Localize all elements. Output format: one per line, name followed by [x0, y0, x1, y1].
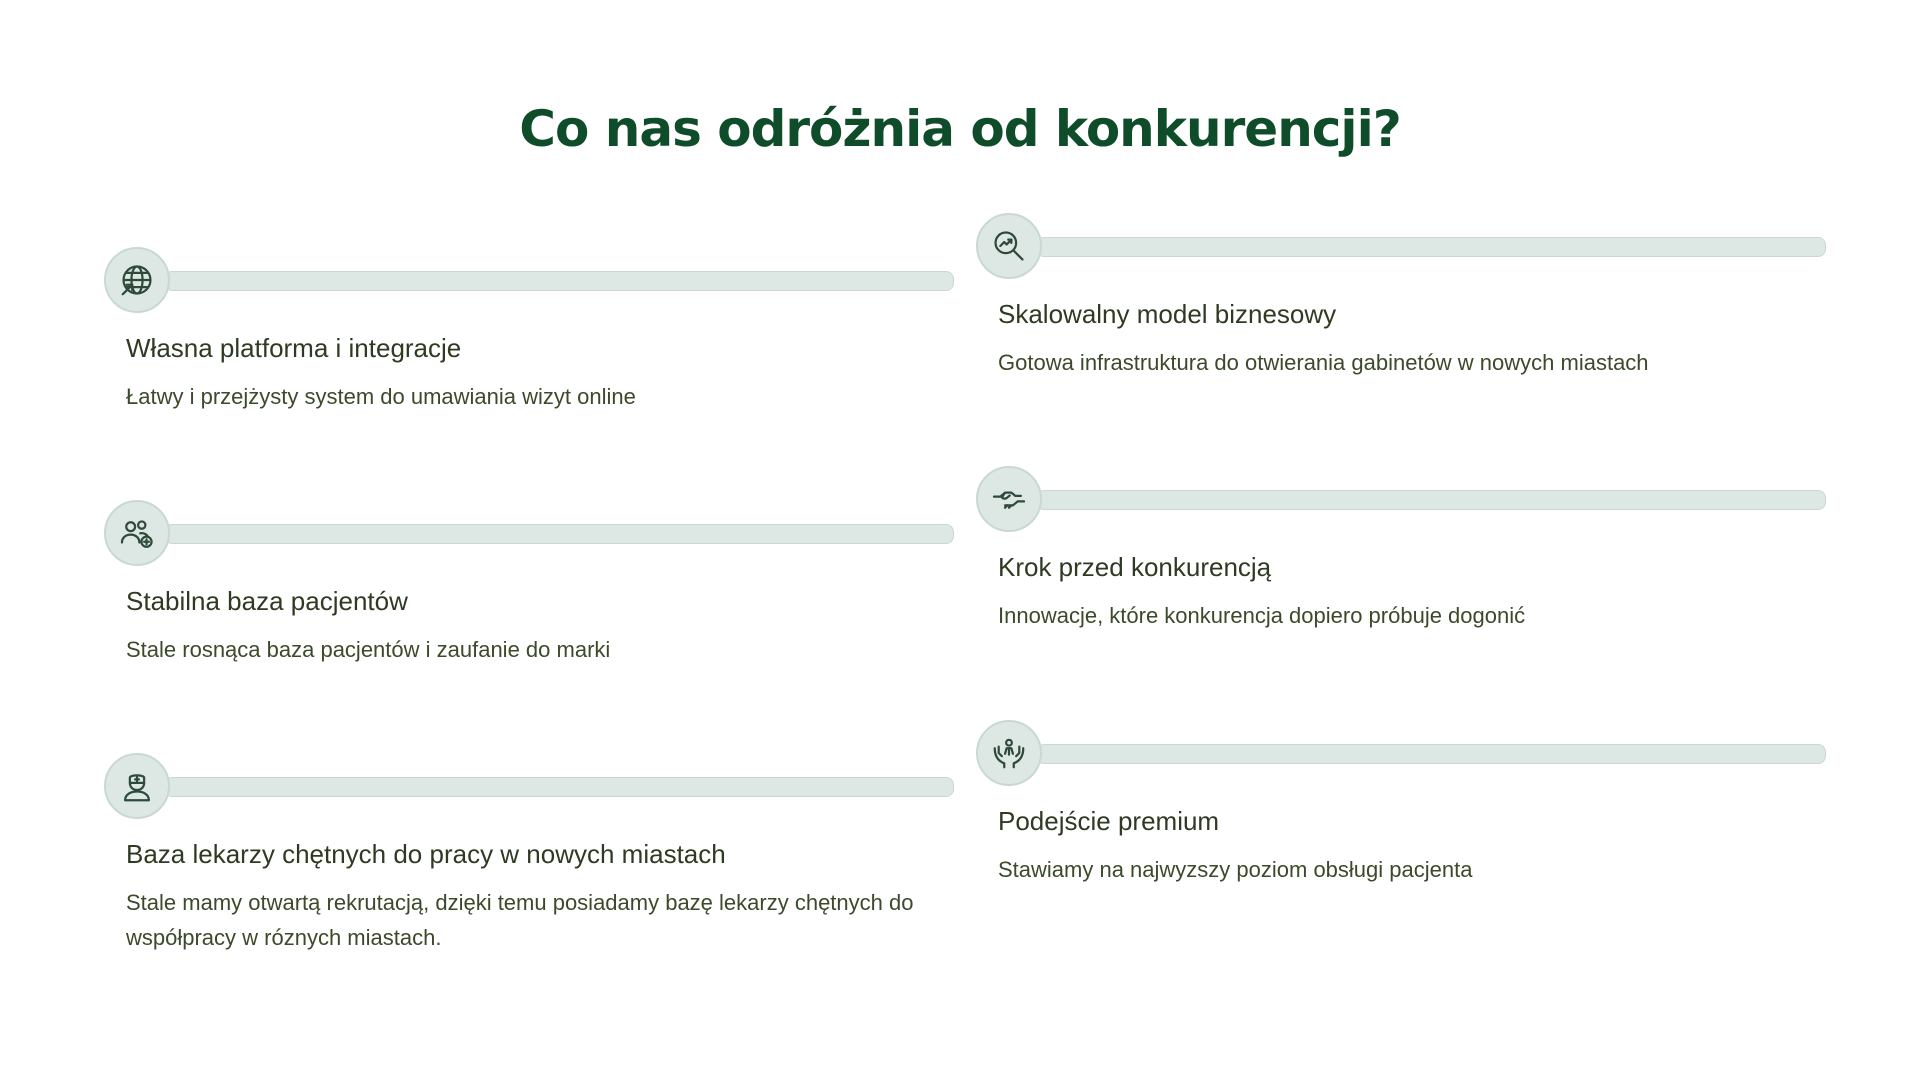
card-title: Krok przed konkurencją: [998, 552, 1272, 582]
people-add-icon: [104, 500, 170, 566]
card-description: Innowacje, które konkurencja dopiero próbuje dogonić: [998, 603, 1526, 628]
feature-card-patients: [104, 470, 954, 710]
card-title: Podejście premium: [998, 806, 1220, 836]
hands-care-icon: [976, 720, 1042, 786]
globe-arrow-icon: [104, 247, 170, 313]
card-description: Stale rosnąca baza pacjentów i zaufanie do marki: [126, 637, 611, 662]
magnifier-trend-icon: [976, 213, 1042, 279]
card-bar: [1036, 744, 1826, 764]
doctor-icon: [104, 753, 170, 819]
card-title: Własna platforma i integracje: [126, 333, 462, 363]
card-title: Stabilna baza pacjentów: [126, 586, 408, 616]
card-title: Skalowalny model biznesowy: [998, 299, 1337, 329]
feature-card-scalable: [976, 183, 1826, 423]
feature-card-platform: [104, 217, 954, 457]
card-bar: [164, 271, 954, 291]
card-bar: [1036, 490, 1826, 510]
feature-card-doctors: [104, 723, 954, 963]
card-description: Gotowa infrastruktura do otwierania gabinetów w nowych miastach: [998, 350, 1649, 375]
feature-card-ahead: [976, 436, 1826, 676]
card-bar: [164, 524, 954, 544]
page-title: Co nas odróżnia od konkurencji?: [519, 100, 1401, 158]
card-description: Stale mamy otwartą rekrutacją, dzięki temu posiadamy bazę lekarzy chętnych do współpracy w róznych miastach.: [126, 890, 914, 950]
card-bar: [1036, 237, 1826, 257]
card-description: Łatwy i przejżysty system do umawiania wizyt online: [126, 384, 636, 409]
handshake-icon: [976, 466, 1042, 532]
feature-card-premium: [976, 690, 1826, 930]
card-bar: [164, 777, 954, 797]
card-title: Baza lekarzy chętnych do pracy w nowych miastach: [126, 839, 726, 869]
card-description: Stawiamy na najwyzszy poziom obsługi pacjenta: [998, 857, 1473, 882]
